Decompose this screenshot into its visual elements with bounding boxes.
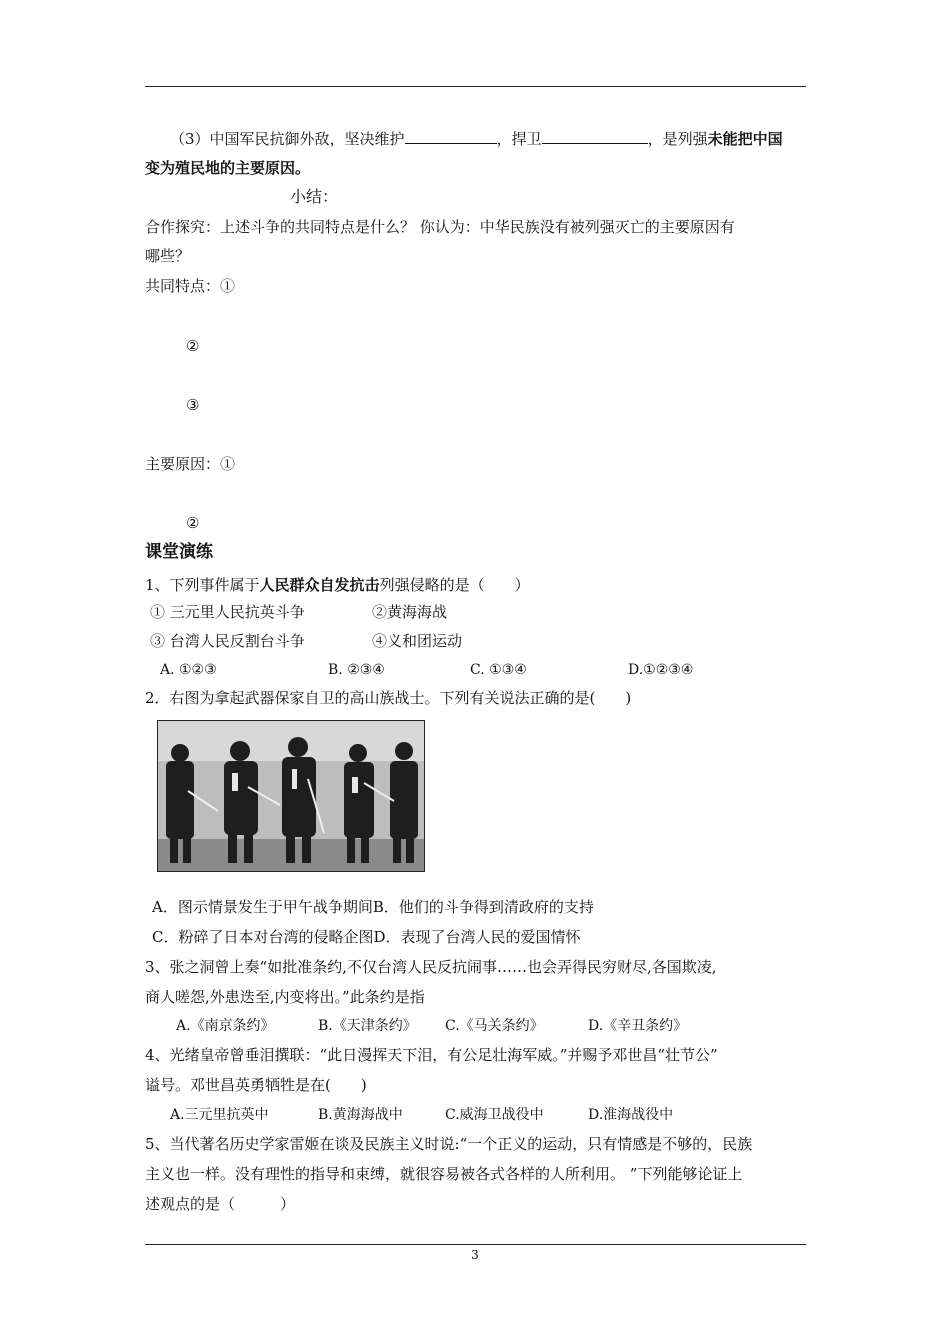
q5-line2: 主义也一样。没有理性的指导和束缚，就很容易被各式各样的人所利用。 ”下列能够论证上: [145, 1165, 743, 1183]
section-3-line1: [170, 127, 783, 149]
q4-option-b[interactable]: B.黄海海战中: [318, 1107, 403, 1123]
page-number: 3: [471, 1248, 479, 1262]
q3-line1: 3、张之洞曾上奏“如批准条约,不仅台湾人民反抗闹事……也会弄得民穷财尽,各国欺凌,: [145, 958, 717, 976]
section-3-line2: 变为殖民地的主要原因。: [145, 159, 311, 177]
text: 1、下列事件属于: [145, 576, 260, 594]
blank-1[interactable]: [405, 127, 497, 144]
q4-line1: 4、光绪皇帝曾垂泪撰联：“此日漫挥天下泪，有公足壮海军威。”并赐予邓世昌“壮节公”: [145, 1046, 718, 1064]
q2-options-cd[interactable]: C．粉碎了日本对台湾的侵略企图D．表现了台湾人民的爱国情怀: [152, 928, 581, 946]
q2-options-ab[interactable]: A．图示情景发生于甲午战争期间B．他们的斗争得到清政府的支持: [152, 898, 594, 916]
q1-option-b[interactable]: B. ②③④: [328, 662, 385, 678]
q4-option-c[interactable]: C.威海卫战役中: [445, 1107, 544, 1123]
q1-item-1: ① 三元里人民抗英斗争: [150, 603, 305, 621]
header-rule: [145, 86, 806, 87]
text: 列强侵略的是（ ）: [379, 576, 530, 594]
exercise-title: 课堂演练: [145, 542, 213, 562]
q1-stem: [145, 575, 530, 595]
blank-2[interactable]: [542, 127, 648, 144]
q3-option-a[interactable]: A.《南京条约》: [176, 1018, 275, 1034]
explore-line2: 哪些？: [145, 247, 191, 265]
warriors-photo: [157, 720, 425, 872]
q4-option-d[interactable]: D.淮海战役中: [588, 1107, 674, 1123]
q1-option-d[interactable]: D.①②③④: [628, 662, 694, 678]
summary-label: 小结：: [290, 187, 339, 206]
q3-option-d[interactable]: D.《辛丑条约》: [588, 1018, 688, 1034]
q2-stem: 2．右图为拿起武器保家自卫的高山族战士。下列有关说法正确的是( ): [145, 689, 632, 707]
q5-line1: 5、当代著名历史学家雷姬在谈及民族主义时说:“一个正义的运动，只有情感是不够的，民族: [145, 1135, 753, 1153]
q3-option-c[interactable]: C.《马关条约》: [445, 1018, 544, 1034]
common-point-3: ③: [186, 396, 200, 414]
footer-rule: [145, 1244, 806, 1245]
q1-option-c[interactable]: C. ①③④: [470, 662, 527, 678]
text: （3）中国军民抗御外敌，坚决维护: [170, 130, 405, 148]
bold-text: 未能把中国: [707, 130, 783, 148]
q3-option-b[interactable]: B.《天津条约》: [318, 1018, 417, 1034]
text: ，捍卫: [496, 130, 542, 148]
q3-line2: 商人嗟怨,外患迭至,内变将出。”此条约是指: [145, 988, 425, 1006]
q4-line2: 谥号。邓世昌英勇牺牲是在( ): [145, 1076, 367, 1094]
q1-item-4: ④义和团运动: [372, 632, 463, 650]
explore-line1: 合作探究：上述斗争的共同特点是什么？ 你认为：中华民族没有被列强灭亡的主要原因有: [145, 218, 735, 236]
reasons-label: 主要原因：①: [145, 455, 236, 473]
q4-option-a[interactable]: A.三元里抗英中: [170, 1107, 269, 1123]
common-point-2: ②: [186, 337, 200, 355]
text: ，是列强: [647, 130, 708, 148]
q1-option-a[interactable]: A. ①②③: [160, 662, 217, 678]
bold-text: 人民群众自发抗击: [259, 576, 380, 594]
q1-item-3: ③ 台湾人民反割台斗争: [150, 632, 305, 650]
q1-item-2: ②黄海海战: [372, 603, 448, 621]
warriors-photo-image: [158, 721, 424, 871]
q5-line3: 述观点的是（ ）: [145, 1195, 296, 1213]
reasons-point-2: ②: [186, 514, 200, 532]
common-label: 共同特点：①: [145, 277, 236, 295]
